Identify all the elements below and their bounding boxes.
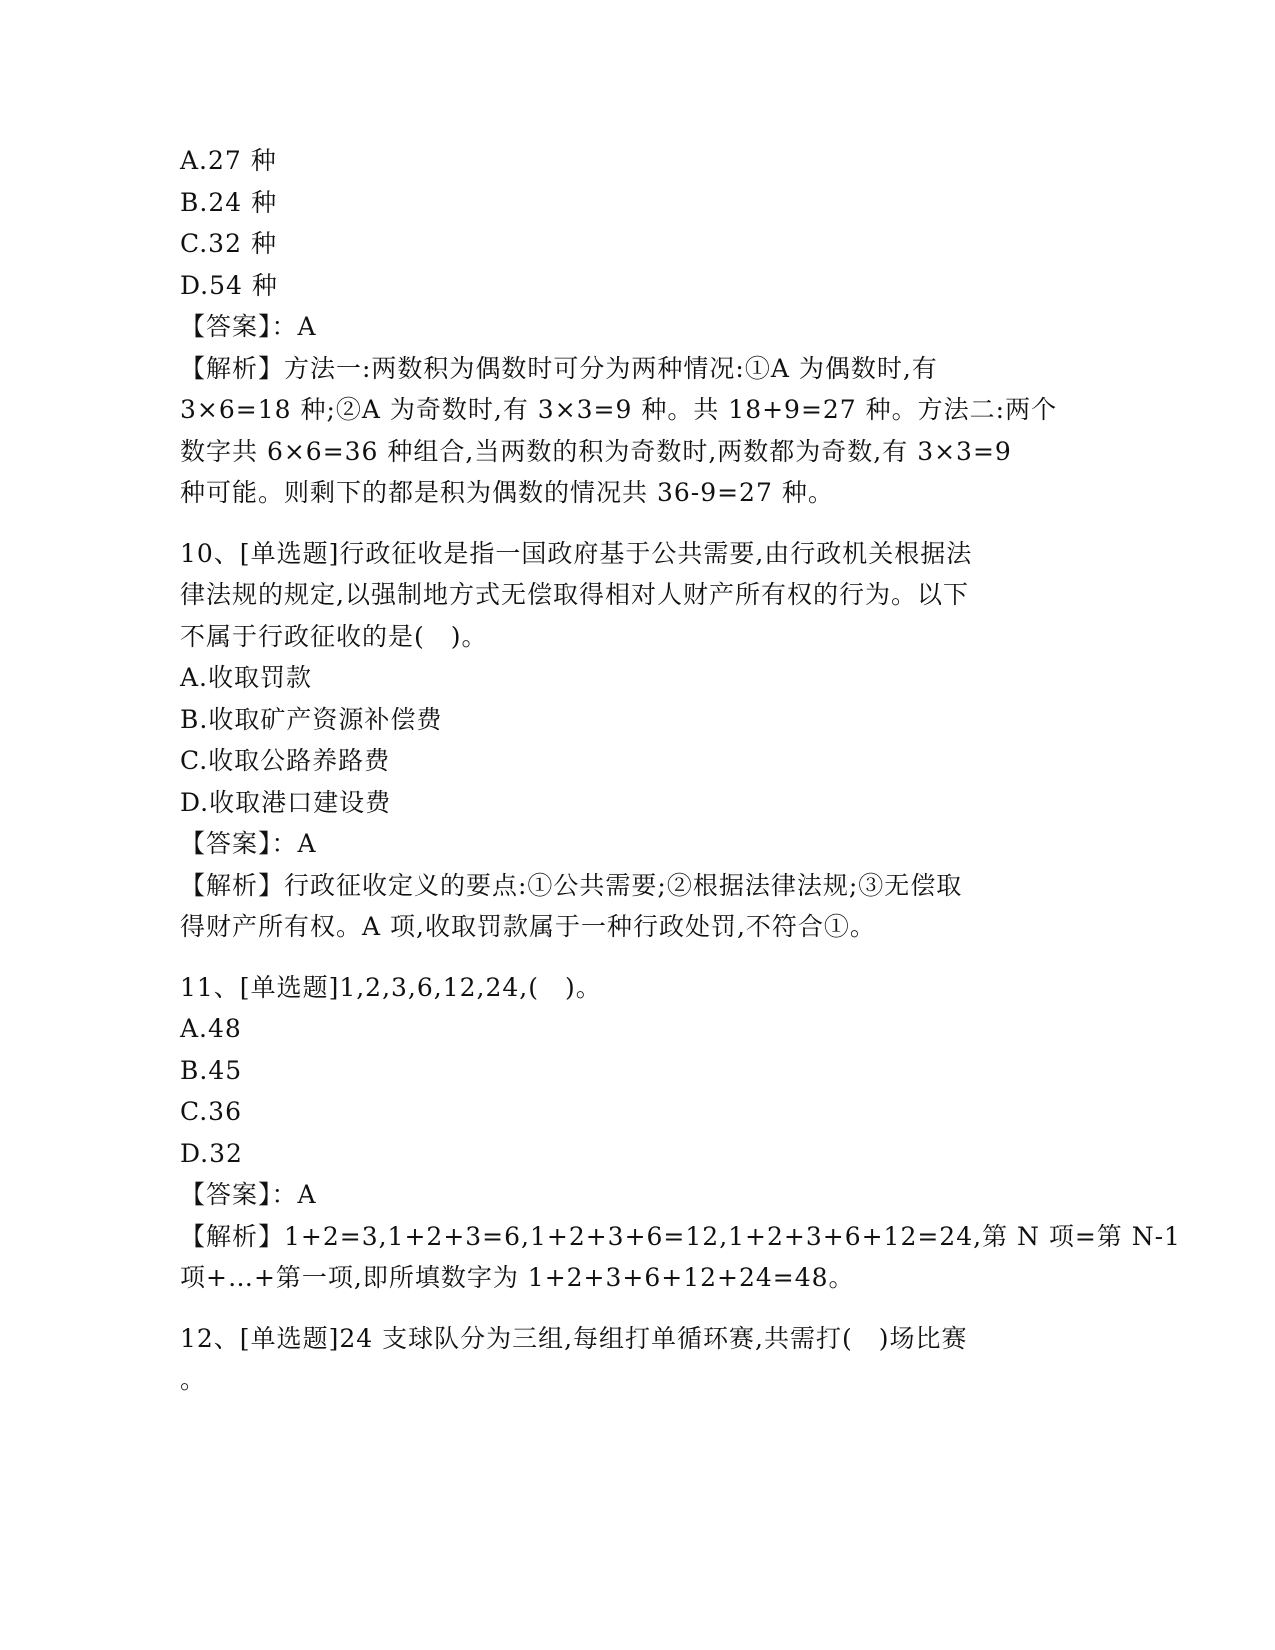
option-b: B.24 种	[180, 187, 278, 217]
answer-line: 【答案】：A	[180, 829, 317, 858]
analysis-line: 数字共 6×6=36 种组合,当两数的积为奇数时,两数都为奇数,有 3×3=9	[180, 436, 1012, 466]
option-d: D.54 种	[180, 270, 278, 300]
question-stem: 12、[单选题]24 支球队分为三组,每组打单循环赛,共需打( )场比赛	[180, 1323, 968, 1353]
document-page	[180, 140, 1181, 1401]
analysis-line: 种可能。则剩下的都是积为偶数的情况共 36-9=27 种。	[180, 478, 834, 507]
option-d: D.32	[180, 1138, 243, 1168]
question-stem: 不属于行政征收的是( )。	[180, 621, 488, 651]
analysis-line: 【解析】方法一:两数积为偶数时可分为两种情况:①A 为偶数时,有	[180, 353, 938, 383]
answer-line: 【答案】：A	[180, 312, 317, 341]
option-b: B.收取矿产资源补偿费	[180, 704, 443, 734]
answer-line: 【答案】：A	[180, 1180, 317, 1209]
option-c: C.收取公路养路费	[180, 746, 391, 775]
question-12	[180, 1318, 1040, 1401]
analysis-line: 3×6=18 种;②A 为奇数时,有 3×3=9 种。共 18+9=27 种。方法二:两个	[180, 395, 1058, 424]
question-9	[180, 140, 1058, 514]
question-stem: 11、[单选题]1,2,3,6,12,24,( )。	[180, 972, 602, 1002]
analysis-line: 项+…+第一项,即所填数字为 1+2+3+6+12+24=48。	[180, 1263, 855, 1292]
option-c: C.32 种	[180, 229, 277, 258]
analysis-line: 【解析】行政征收定义的要点:①公共需要;②根据法律法规;③无偿取	[180, 870, 963, 900]
question-stem: 。	[180, 1365, 207, 1394]
analysis-line: 得财产所有权。A 项,收取罚款属于一种行政处罚,不符合①。	[180, 912, 876, 941]
option-a: A.48	[180, 1014, 242, 1043]
question-stem: 律法规的规定,以强制地方式无偿取得相对人财产所有权的行为。以下	[180, 580, 969, 609]
option-c: C.36	[180, 1097, 242, 1126]
question-stem: 10、[单选题]行政征收是指一国政府基于公共需要,由行政机关根据法	[180, 538, 973, 568]
option-a: A.收取罚款	[180, 663, 313, 692]
question-10	[180, 533, 1040, 948]
question-11	[180, 967, 1181, 1299]
option-a: A.27 种	[180, 146, 277, 175]
option-b: B.45	[180, 1055, 243, 1085]
analysis-line: 【解析】1+2=3,1+2+3=6,1+2+3+6=12,1+2+3+6+12=24,第 N 项=第 N-1	[180, 1221, 1181, 1251]
option-d: D.收取港口建设费	[180, 787, 392, 817]
